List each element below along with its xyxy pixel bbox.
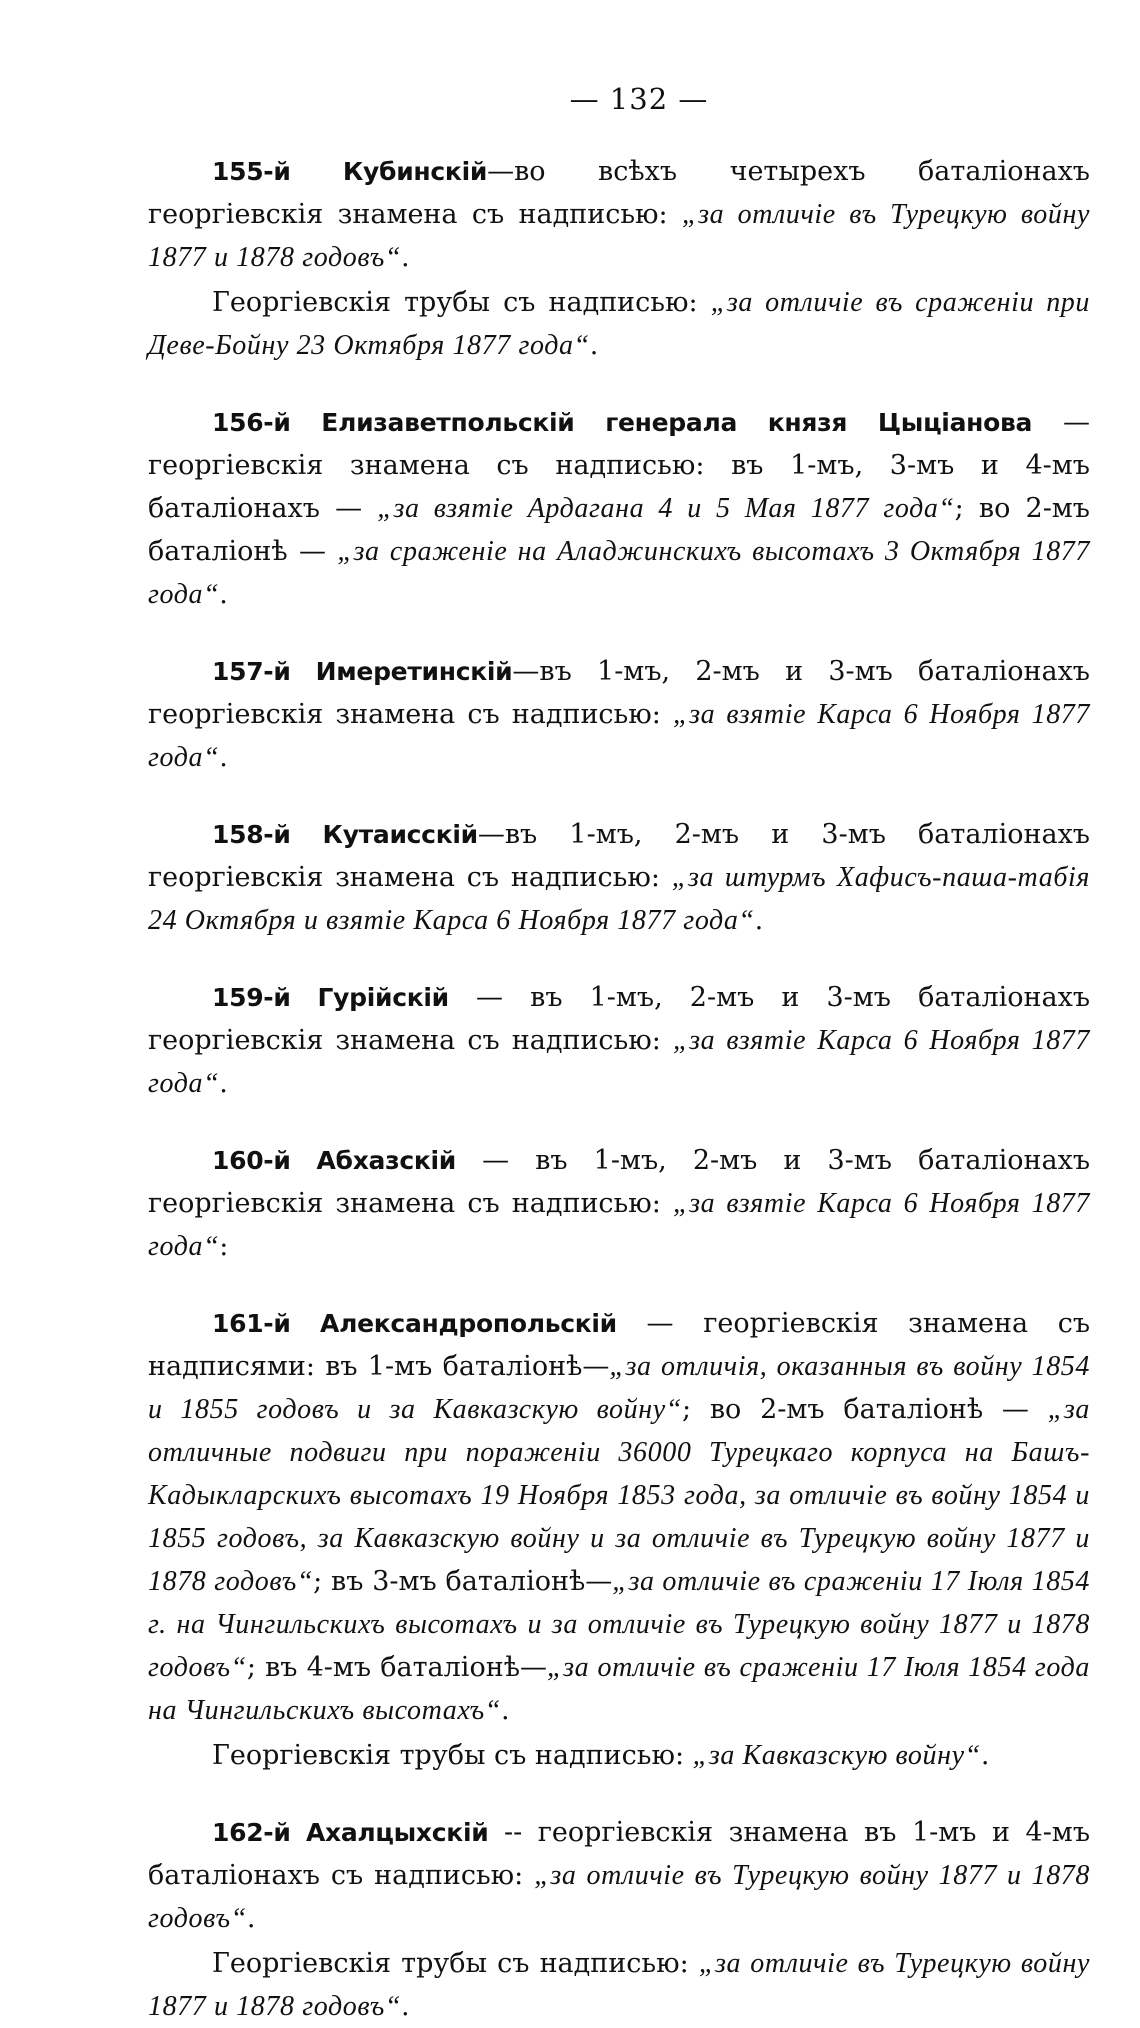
regiment-entry-159 — [148, 976, 1090, 1105]
entry-text: ; во 2-мъ баталіонѣ — — [681, 1394, 1048, 1425]
banner-inscription: „за взятіе Карса 6 Ноября 1877 года“ — [148, 1188, 1090, 1262]
regiment-name: 157-й Имеретинскій — [212, 657, 513, 686]
entry-text: : — [219, 1231, 229, 1262]
entry-paragraph — [148, 813, 1090, 942]
entry-text: — въ 1-мъ, 2-мъ и 3-мъ баталіонахъ георгіевскія знамена съ надписью: — [148, 1145, 1091, 1219]
regiment-name: 159-й Гурійскій — [212, 983, 449, 1012]
entry-paragraph — [148, 401, 1090, 616]
banner-inscription: „за взятіе Карса 6 Ноября 1877 года“ — [148, 699, 1090, 773]
regiment-entry-155 — [148, 150, 1090, 367]
entry-text: . — [246, 1903, 256, 1934]
entry-text: . — [401, 1991, 410, 2022]
banner-inscription: „за отличіе въ Турецкую войну 1877 и 1878 годовъ“ — [148, 1860, 1091, 1934]
entry-text: ; въ 3-мъ баталіонѣ— — [313, 1566, 613, 1597]
entry-text: Георгіевскія трубы съ надписью: — [212, 1740, 693, 1771]
page-number: — 132 — — [569, 82, 709, 116]
entry-text: . — [500, 1695, 510, 1726]
entry-text: —во всѣхъ четырехъ баталіонахъ георгіевскія знамена съ надписью: — [148, 156, 1090, 230]
trumpets-paragraph — [148, 1942, 1090, 2028]
regiment-entry-160 — [148, 1139, 1090, 1268]
banner-inscription: „за взятіе Ардагана 4 и 5 Мая 1877 года“ — [377, 493, 955, 524]
regiment-entry-158 — [148, 813, 1090, 942]
regiment-name: 158-й Кутаисскій — [212, 820, 478, 849]
entry-text: . — [219, 579, 228, 610]
banner-inscription: „за отличія, оказанныя въ войну 1854 и 1855 годовъ и за Кавказскую войну“ — [148, 1351, 1091, 1425]
entry-text: — въ 1-мъ, 2-мъ и 3-мъ баталіонахъ георгіевскія знамена съ надписью: — [148, 982, 1091, 1056]
trumpets-paragraph — [148, 281, 1090, 367]
entry-text: . — [401, 242, 410, 273]
banner-inscription: „за отличные подвиги при пораженіи 36000 Турецкаго корпуса на Башъ-Кадыкларскихъ высотахъ 19 Ноября 1853 года, за отличіе въ войну 1854 и 1855 годовъ, за Кавказскую войну и за отличіе въ Турецкую войну 1877 и 1878 годовъ“ — [148, 1394, 1090, 1597]
banner-inscription: „за штурмъ Хафисъ-паша-табія 24 Октября и взятіе Карса 6 Ноября 1877 года“ — [148, 862, 1090, 936]
entry-text: . — [589, 330, 599, 361]
entry-paragraph — [148, 1139, 1090, 1268]
banner-inscription: „за отличіе въ сраженіи 17 Іюля 1854 г. на Чингильскихъ высотахъ и за отличіе въ Турецкую войну 1877 и 1878 годовъ“ — [148, 1566, 1090, 1683]
entry-text: —въ 1-мъ, 2-мъ и 3-мъ баталіонахъ георгіевскія знамена съ надписью: — [148, 656, 1090, 730]
entry-text: Георгіевскія трубы съ надписью: — [212, 1948, 699, 1979]
regiment-entry-157 — [148, 650, 1090, 779]
entry-text: -- георгіевскія знамена въ 1-мъ и 4-мъ баталіонахъ съ надписью: — [148, 1817, 1090, 1891]
entry-text: . — [980, 1740, 990, 1771]
entry-paragraph — [148, 1302, 1090, 1732]
trumpet-inscription: „за отличіе въ Турецкую войну 1877 и 1878 годовъ“ — [148, 1948, 1091, 2022]
trumpet-inscription: „за отличіе въ сраженіи при Деве-Бойну 23 Октября 1877 года“ — [148, 287, 1090, 361]
entry-paragraph — [148, 1811, 1090, 1940]
entry-text: . — [219, 1068, 228, 1099]
regiment-entry-161 — [148, 1302, 1090, 1777]
banner-inscription: „за отличіе въ сраженіи 17 Іюля 1854 года на Чингильскихъ высотахъ“ — [148, 1652, 1090, 1726]
regiment-name: 161-й Александропольскій — [212, 1309, 617, 1338]
entry-text: ; въ 4-мъ баталіонѣ— — [246, 1652, 547, 1683]
regiment-name: 160-й Абхазскій — [212, 1146, 456, 1175]
trumpets-paragraph — [148, 1734, 1090, 1777]
regiment-name: 156-й Елизаветпольскій генерала князя Цыціанова — [212, 408, 1033, 437]
entry-text: — георгіевскія знамена съ надписями: въ 1-мъ баталіонѣ— — [148, 1308, 1091, 1382]
entry-paragraph — [148, 650, 1090, 779]
regiment-entry-162 — [148, 1811, 1090, 2028]
trumpet-inscription: „за Кавказскую войну“ — [692, 1740, 981, 1771]
entry-text: Георгіевскія трубы съ надписью: — [212, 287, 711, 318]
entry-text: — георгіевскія знамена съ надписью: въ 1-мъ, 3-мъ и 4-мъ баталіонахъ — — [148, 407, 1090, 524]
banner-inscription: „за отличіе въ Турецкую войну 1877 и 1878 годовъ“ — [148, 199, 1090, 273]
entry-text: ; во 2-мъ баталіонѣ — — [148, 493, 1090, 567]
regiment-entry-156 — [148, 401, 1090, 616]
regiment-name: 162-й Ахалцыхскій — [212, 1818, 489, 1847]
entry-paragraph — [148, 150, 1090, 279]
banner-inscription: „за взятіе Карса 6 Ноября 1877 года“ — [148, 1025, 1090, 1099]
entry-text: . — [754, 905, 764, 936]
banner-inscription: „за сраженіе на Аладжинскихъ высотахъ 3 Октября 1877 года“ — [148, 536, 1090, 610]
entry-paragraph — [148, 976, 1090, 1105]
entry-text: —въ 1-мъ, 2-мъ и 3-мъ баталіонахъ георгіевскія знамена съ надписью: — [148, 819, 1090, 893]
regiment-name: 155-й Кубинскій — [212, 157, 488, 186]
entry-text: . — [219, 742, 228, 773]
